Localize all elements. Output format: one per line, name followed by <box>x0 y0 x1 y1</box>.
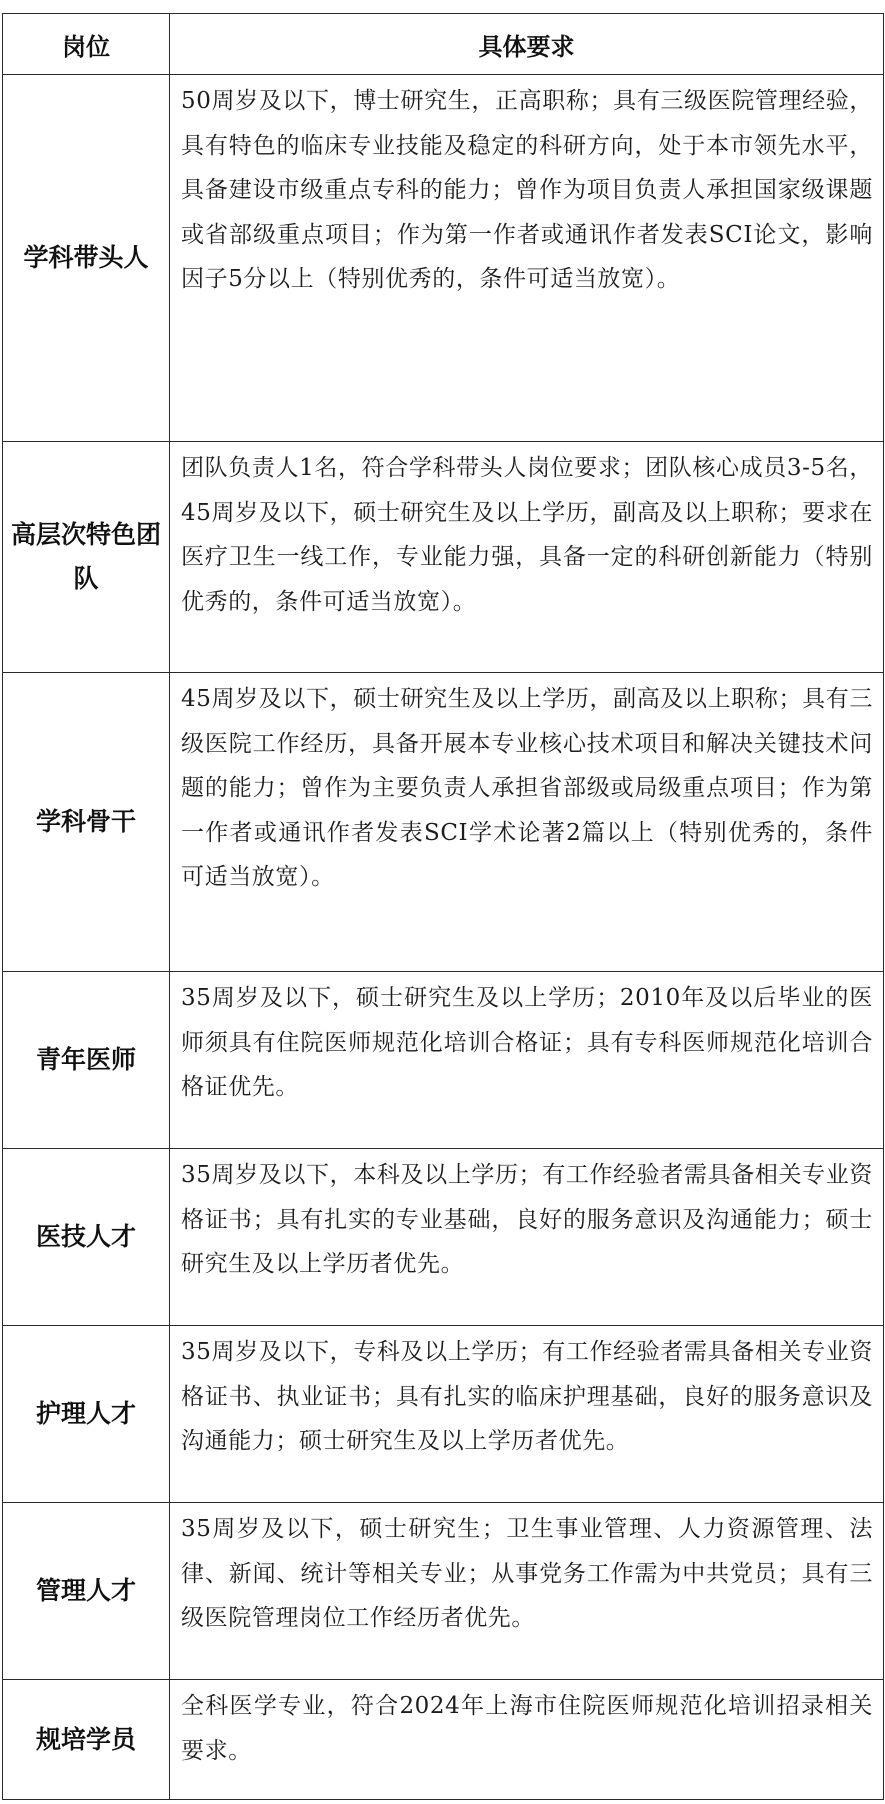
requirement-cell: 全科医学专业，符合2024年上海市住院医师规范化培训招录相关要求。 <box>170 1680 884 1800</box>
requirement-cell: 35周岁及以下，硕士研究生及以上学历；2010年及以后毕业的医师须具有住院医师规范化培训合格证；具有专科医师规范化培训合格证优先。 <box>170 972 884 1149</box>
table-row <box>3 442 884 673</box>
table-row <box>3 1326 884 1503</box>
post-cell: 青年医师 <box>3 972 170 1149</box>
requirement-cell: 团队负责人1名，符合学科带头人岗位要求；团队核心成员3-5名，45周岁及以下，硕士研究生及以上学历，副高及以上职称；要求在医疗卫生一线工作，专业能力强，具备一定的科研创新能力（特别优秀的，条件可适当放宽）。 <box>170 442 884 673</box>
header-post: 岗位 <box>3 14 170 75</box>
table-header-row <box>3 14 884 75</box>
requirements-table <box>2 13 884 1800</box>
post-cell: 高层次特色团队 <box>3 442 170 673</box>
header-requirement: 具体要求 <box>170 14 884 75</box>
post-cell: 医技人才 <box>3 1149 170 1326</box>
requirement-cell: 50周岁及以下，博士研究生，正高职称；具有三级医院管理经验，具有特色的临床专业技能及稳定的科研方向，处于本市领先水平，具备建设市级重点专科的能力；曾作为项目负责人承担国家级课题或省部级重点项目；作为第一作者或通讯作者发表SCI论文，影响因子5分以上（特别优秀的，条件可适当放宽）。 <box>170 75 884 442</box>
post-cell: 学科带头人 <box>3 75 170 442</box>
post-cell: 规培学员 <box>3 1680 170 1800</box>
requirement-cell: 35周岁及以下，硕士研究生；卫生事业管理、人力资源管理、法律、新闻、统计等相关专业；从事党务工作需为中共党员；具有三级医院管理岗位工作经历者优先。 <box>170 1503 884 1680</box>
table-row <box>3 1680 884 1800</box>
requirement-cell: 45周岁及以下，硕士研究生及以上学历，副高及以上职称；具有三级医院工作经历，具备开展本专业核心技术项目和解决关键技术问题的能力；曾作为主要负责人承担省部级或局级重点项目；作为第一作者或通讯作者发表SCI学术论著2篇以上（特别优秀的，条件可适当放宽）。 <box>170 673 884 972</box>
post-cell: 管理人才 <box>3 1503 170 1680</box>
post-cell: 学科骨干 <box>3 673 170 972</box>
requirement-cell: 35周岁及以下，本科及以上学历；有工作经验者需具备相关专业资格证书；具有扎实的专业基础，良好的服务意识及沟通能力；硕士研究生及以上学历者优先。 <box>170 1149 884 1326</box>
table-row <box>3 972 884 1149</box>
table-row <box>3 75 884 442</box>
table-row <box>3 673 884 972</box>
table-row <box>3 1149 884 1326</box>
table-row <box>3 1503 884 1680</box>
post-cell: 护理人才 <box>3 1326 170 1503</box>
requirement-cell: 35周岁及以下，专科及以上学历；有工作经验者需具备相关专业资格证书、执业证书；具有扎实的临床护理基础，良好的服务意识及沟通能力；硕士研究生及以上学历者优先。 <box>170 1326 884 1503</box>
